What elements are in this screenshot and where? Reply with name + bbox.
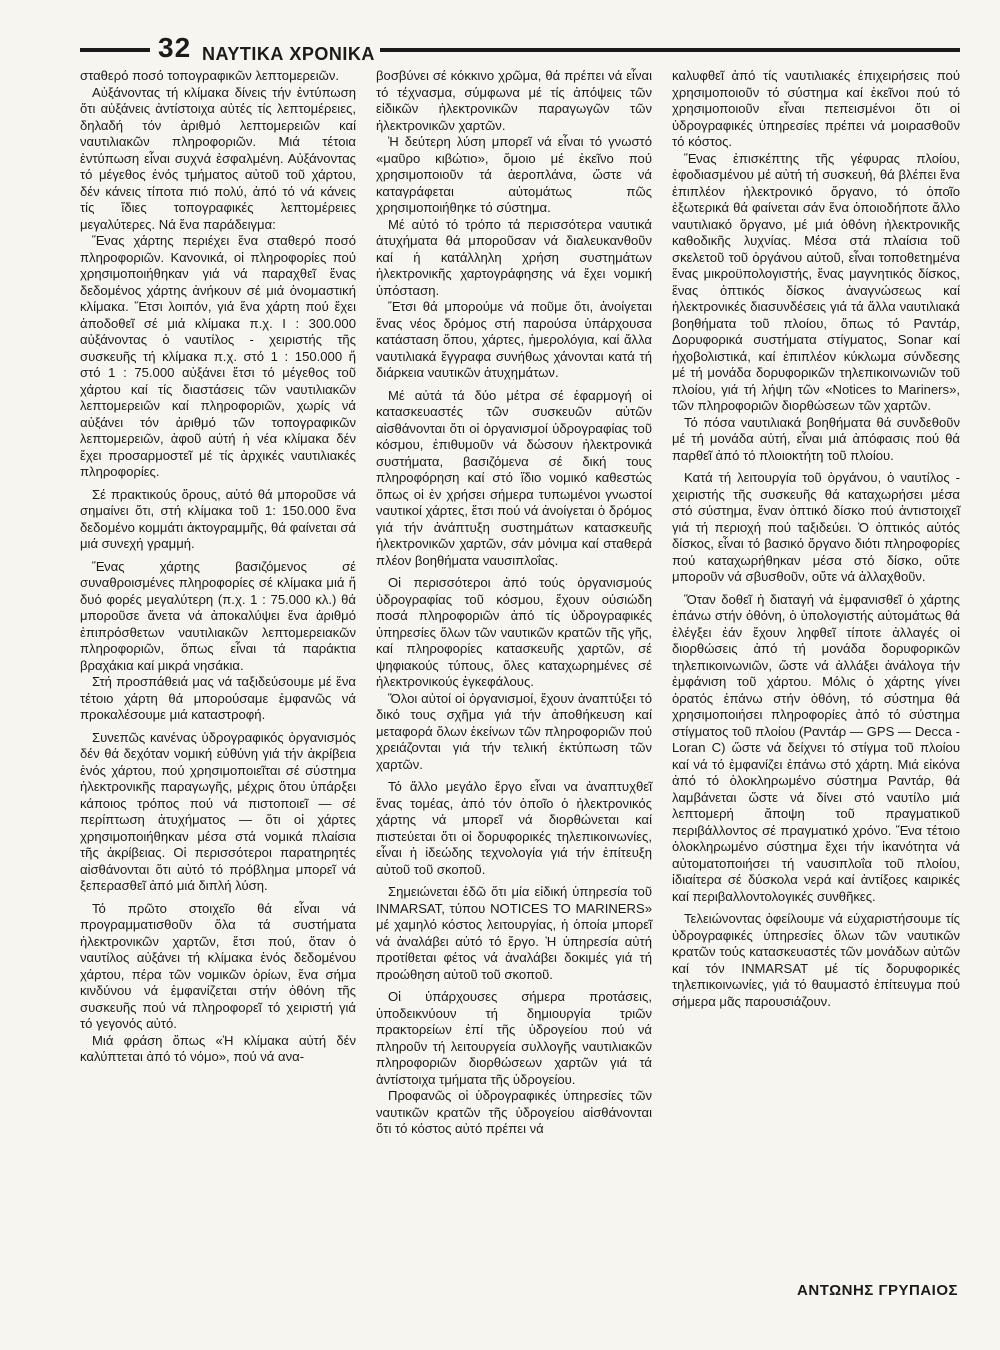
paragraph: σταθερό ποσό τοπογραφικῶν λεπτομερειῶν.	[80, 68, 340, 83]
paragraph: καλυφθεῖ ἀπό τίς ναυτιλιακές ἐπιχειρήσεις πού χρησιμοποιοῦν τό σύστημα καί ἐκεῖνοι πού τό χρησιμοποιοῦν εἶναι πεπεισμένοι ὅτι οἱ ὑδρογραφικές ὑπηρεσίες πρέπει νά μοιρασθοῦν τό κόστος.	[672, 68, 960, 149]
page-header	[80, 32, 960, 66]
paragraph: Τελειώνοντας ὀφείλουμε νά εὐχαριστήσουμε τίς ὑδρογραφικές ὑπηρεσίες ὅλων τῶν ναυτικῶν κρατῶν τούς κατασκευαστές τῶν μονάδων αὐτῶν καί τόν INMARSAT μέ τίς δορυφορικές τηλεπικοινωνίες, γιά τό θαυμαστό ἐπίτευγμα πού σήμερα μᾶς παρουσιάζουν.	[672, 911, 960, 1009]
paragraph: Συνεπῶς κανένας ὑδρογραφικός ὀργανισμός δέν θά δεχόταν νομική εὐθύνη γιά τήν ἀκρίβεια ἑνός χάρτου, πού χρησιμοποιεῖται σέ σύστημα ἠλεκτρονικῆς παραγωγῆς, μέχρις ὅτου ὑπάρξει κάποιος τρόπος πού νά πιστοποιεῖ — σέ περίπτωση ἀτυχήματος — ὅτι οἱ χάρτες χρησιμοποιήθηκαν μέσα στά νομικά πλαίσια τῆς ἀκρίβειας. Οἱ περισσότεροι παρατηρητές αἰσθάνονται ὅτι αὐτό τό πρόβλημα μπορεῖ νά ξεπερασθεῖ ἀπό μιά διπλή λύση.	[80, 729, 356, 893]
header-rule-right	[380, 48, 960, 52]
paragraph: βοσβύνει σέ κόκκινο χρῶμα, θά πρέπει νά εἶναι τό τέχνασμα, σύμφωνα μέ τίς ἀπόψεις τῶν εἰδικῶν ἠλεκτρονικῶν παραγωγῶν τῶν ἠλεκτρονικῶν χαρτῶν.	[376, 68, 652, 133]
magazine-title: ΝΑΥΤΙΚΑ ΧΡΟΝΙΚΑ	[202, 44, 375, 64]
paragraph: Σημειώνεται ἐδῶ ὅτι μία εἰδική ὑπηρεσία τοῦ INMARSAT, τύπου NOTICES TO MARINERS» μέ χαμηλό κόστος λειτουργίας, ἡ ὁποία μπορεῖ νά ἀναλάβει αὐτό τό ἔργο. Ἡ ὑπηρεσία αὐτή προτίθεται φέτος νά ἀναλάβει δοκιμές γιά τή προώθηση αὐτοῦ τοῦ σκοποῦ.	[376, 884, 652, 982]
paragraph: Ἕνας ἐπισκέπτης τῆς γέφυρας πλοίου, ἐφοδιασμένου μέ αὐτή τή συσκευή, θά βλέπει ἕνα ἐπιπλέον ἠλεκτρονικό ὄργανο, τό ὁποῖο ἐξωτερικά θά φαίνεται σάν ἕνα ὁποιοδήποτε ἄλλο ναυτιλιακό ὄργανο, μέ μιά ὀθόνη ἠλεκτρονικῆς καθοδικῆς λυχνίας. Μέσα στά πλαίσια τοῦ σκελετοῦ τοῦ ὀργάνου αὐτοῦ, εἶναι τοποθετημένα ἕνας μικροϋπολογιστής, ἕνας μαγνητικός δίσκος, ἕνας ὀπτικός δίσκος ἀναγνώσεως καί ἠλεκτρονικές διασυνδέσεις γιά τά ἄλλα ναυτιλιακά βοηθήματα τοῦ πλοίου, ὅπως τό Ραντάρ, Δορυφορικά συστήματα στίγματος, Sonar καί ἠχοβολιστικά, καί ἐπιπλέον κύκλωμα σύνδεσης μέ τή μονάδα δορυφορικῶν τηλεπικοινωνιῶν τοῦ πλοίου, γιά τή λήψη τῶν «Notices to Mariners», τῶν πληροφοριῶν διορθώσεων τῶν χαρτῶν.	[672, 150, 960, 413]
paragraph: Μέ αὐτό τό τρόπο τά περισσότερα ναυτικά ἀτυχήματα θά μποροῦσαν νά διαλευκανθοῦν καί ἡ κατάλληλη χρήση συστημάτων ἠλεκτρονικῆς χαρτογράφησης νά ἔχει νομική ὑπόσταση.	[376, 216, 652, 298]
paragraph: Οἱ περισσότεροι ἀπό τούς ὀργανισμούς ὑδρογραφίας τοῦ κόσμου, ἔχουν οὐσιώδη ποσά πληροφοριῶν ἀπό τίς ὑδρογραφικές ὑπηρεσίες ὅλων τῶν ναυτικῶν κρατῶν τῆς γῆς, καί πληροφορίες κατασκευῆς χαρτῶν, σέ ψηφιακούς τύπους, ὅλες καταχωρημένες σέ ἠλεκτρονικούς ἐγκεφάλους.	[376, 575, 652, 689]
paragraph: Ὅταν δοθεῖ ἡ διαταγή νά ἐμφανισθεῖ ὁ χάρτης ἐπάνω στήν ὀθόνη, ὁ ὑπολογιστής αὐτομάτως θά ἐλέγξει ἐάν ἔχουν ληφθεῖ τίποτε ἀλλαγές οἱ διορθώσεις ἀπό τή μονάδα δορυφορικῶν τηλεπικοινωνιῶν, ὥστε νά ἀλλάξει ἀνάλογα τήν ἐμφάνιση τοῦ χάρτου. Μόλις ὁ χάρτης γίνει ὁρατός ἐπάνω στήν ὀθόνη, τό σύστημα θά χρησιμοποιήσει πληροφορίες ἀπό τό σύστημα στίγματος τοῦ πλοίου (Ραντάρ — GPS — Decca - Loran C) ὥστε νά δείχνει τό στίγμα τοῦ πλοίου καί νά τό ἐμφανίζει ἐπάνω στό χάρτη. Μιά εἰκόνα ἀπό τό ὁλοκληρωμένο σύστημα Ραντάρ, θά λαμβάνεται ὥστε νά δίνει στό ναυτίλο μιά λεπτομερή ἄποψη τοῦ πραγματικοῦ περιβάλλοντος σέ πραγματικό χρόνο. Ἕνα τέτοιο ὁλοκληρωμένο σύστημα ἔχει τήν ἱκανότητα νά αὐτοματοποιήσει τή ναυσιπλοΐα τοῦ πλοίου, ἰδιαίτερα σέ δύσκολα νερά καί ἀντίξοες καιρικές καί περιβαλλοντολογικές συνθῆκες.	[672, 591, 960, 904]
paragraph: Στή προσπάθειά μας νά ταξιδεύσουμε μέ ἕνα τέτοιο χάρτη θά μπορούσαμε ἐμφανῶς νά προκαλέσουμε μιά καταστροφή.	[80, 674, 356, 722]
paragraph: Ὅλοι αὐτοί οἱ ὀργανισμοί, ἔχουν ἀναπτύξει τό δικό τους σχῆμα γιά τήν ἀποθήκευση καί μεταφορά ὅλων ἐκείνων τῶν πληροφοριῶν πού χρειάζονται γιά τήν τελική ἐκτύπωση τῶν χαρτῶν.	[376, 690, 652, 772]
page-number: 32	[158, 32, 192, 63]
text-column-2	[376, 68, 652, 1138]
author-signature: ΑΝΤΩΝΗΣ ΓΡΥΠΑΙΟΣ	[797, 1282, 958, 1299]
header-rule-left	[80, 48, 150, 52]
paragraph: Τό πόσα ναυτιλιακά βοηθήματα θά συνδεθοῦν μέ τή μονάδα αὐτή, εἶναι μιά ἀπόφασις πού θά παρθεῖ ἀπό τό πλοιοκτήτη τοῦ πλοίου.	[672, 414, 960, 463]
paragraph: Ἔτσι θά μπορούμε νά ποῦμε ὅτι, ἀνοίγεται ἕνας νέος δρόμος στή παρούσα ὑπάρχουσα κατάσταση ὅπου, χάρτες, ἡμερολόγια, καί ἄλλα ναυτιλιακά ἔγγραφα συνήθως χάνονται κατά τή διάρκεια ναυτικῶν ἀτυχημάτων.	[376, 299, 652, 380]
paragraph: Μέ αὐτά τά δύο μέτρα σέ ἐφαρμογή οἱ κατασκευαστές τῶν συσκευῶν αὐτῶν αἰσθάνονται ὅτι οἱ ὀργανισμοί ὑδρογραφίας τοῦ κόσμου, ἐπιθυμοῦν νά δώσουν ἠλεκτρονικά συστήματα, βασιζόμενα σέ δική τους πληροφόρηση καί στό ἴδιο νομικό καθεστώς ὅπως οἱ ἐν χρήσει σήμερα τυπωμένοι γνωστοί ναυτικοί χάρτες, ἔτσι πού νά ἀνοίγεται ὁ δρόμος γιά τήν ἀνάπτυξη συστημάτων κατασκευῆς ἠλεκτρονικῶν χαρτῶν, σάν μόνιμα καί σταθερά πλέον βοηθήματα ναυσιπλοΐας.	[376, 387, 652, 568]
text-column-3	[672, 68, 960, 1010]
paragraph: Σέ πρακτικούς ὅρους, αὐτό θά μποροῦσε νά σημαίνει ὅτι, στή κλίμακα τοῦ 1: 150.000 ἕνα δεδομένο κομμάτι ἀκτογραμμῆς, θά φαίνεται σά μιά συνεχή γραμμή.	[80, 486, 356, 551]
paragraph: Μιά φράση ὅπως «Ἡ κλίμακα αὐτή δέν καλύπτεται ἀπό τό νόμο», πού νά ανα-	[80, 1032, 356, 1064]
paragraph: Ἕνας χάρτης περιέχει ἕνα σταθερό ποσό πληροφοριῶν. Κανονικά, οἱ πληροφορίες πού χρησιμοποιήθηκαν γιά νά παραχθεῖ ἕνας δεδομένος χάρτης ἀνήκουν σέ μιά ὀνομαστική κλίμακα. Ἔτσι λοιπόν, γιά ἕνα χάρτη πού ἔχει ἀποδοθεῖ σέ μιά κλίμακα π.χ. Ι : 300.000 αὐξάνοντας ὁ ναυτίλος - χειριστής τῆς συσκευῆς τή κλίμακα π.χ. στό 1 : 150.000 ἤ στό 1 : 75.000 αὐξάνει ἔτσι τό μέγεθος τοῦ χάρτου καί τίς διαστάσεις τῶν ναυτιλιακῶν λεπτομερειῶν καί πληροφοριῶν, χωρίς νά αὐξάνει τόν ἀριθμό τῶν τοπογραφικῶν λεπτομερειῶν, ἀφοῦ αὐτή ἡ νέα κλίμακα δέν ἔχει προσαρμοστεῖ μέ τίς ἀρχικές ναυτιλιακές πληροφορίες.	[80, 233, 356, 479]
paragraph: Αὐξάνοντας τή κλίμακα δίνεις τήν ἐντύπωση ὅτι αὐξάνεις ἀντίστοιχα αὐτές τίς λεπτομέρειες, δηλαδή τόν ἀριθμό λεπτομερειῶν καί ναυτιλιακῶν πληροφοριῶν. Μιά τέτοια ἐντύπωση εἶναι συχνά ἐσφαλμένη. Αὐξάνοντας τό μέγεθος ἑνός τμήματος αὐτοῦ τοῦ χάρτου, δέν κάνεις τίποτα πιό πολύ, ἀπό τό νά κάνεις τίς ἴδιες τοπογραφικές λεπτομέρειες μεγαλύτερες. Νά ἕνα παράδειγμα:	[80, 84, 356, 232]
paragraph: Τό πρῶτο στοιχεῖο θά εἶναι νά προγραμματισθοῦν ὅλα τά συστήματα ἠλεκτρονικῶν χαρτῶν, ἔτσι πού, ὅταν ὁ ναυτίλος αὐξάνει τή κλίμακα ἑνός δεδομένου χάρτου, πέρα τῶν νομικῶν ὁρίων, ἕνα σήμα κινδύνου νά ἐμφανίζεται στήν ὀθόνη τῆς συσκευῆς πού νά πληροφορεῖ τό χειριστή γιά τό γεγονός αὐτό.	[80, 900, 356, 1031]
paragraph: Κατά τή λειτουργία τοῦ ὀργάνου, ὁ ναυτίλος - χειριστής τῆς συσκευῆς θά καταχωρήσει μέσα στό σύστημα, ἕναν ὀπτικό δίσκο πού ἀντιστοιχεῖ γιά τή περιοχή πού ταξιδεύει. Ὁ ὀπτικός αὐτός δίσκος, εἶναι τό βασικό ὄργανο διότι πληροφορίες πού καταχωρήθηκαν μέσα στό δίσκο, οὔτε μποροῦν νά σβυσθοῦν, οὔτε νά ἀλλαχθοῦν.	[672, 470, 960, 584]
text-column-1	[80, 68, 356, 1066]
paragraph: Ἕνας χάρτης βασιζόμενος σέ συναθροισμένες πληροφορίες σέ κλίμακα μιά ἤ δυό φορές μεγαλύτερη (π.χ. 1 : 75.000 κλ.) θά μποροῦσε ἄνετα νά ἀποκαλύψει ἕνα ἀριθμό ἐπιπρόσθετων ναυτιλιακῶν λεπτομερειακῶν πληροφοριῶν, ὅπως εἶναι τά παράκτια βραχάκια καί μικρά νησάκια.	[80, 558, 356, 673]
paragraph: Οἱ ὑπάρχουσες σήμερα προτάσεις, ὑποδεικνύουν τή δημιουργία τριῶν πρακτορείων ἐπί τῆς ὑδρογείου πού νά πληροῦν τή λειτουργεία συλλογῆς ναυτιλιακῶν πληροφοριῶν διορθώσεων χαρτῶν γιά τά ἀντίστοιχα τμήματα τῆς ὑδρογείου.	[376, 989, 652, 1087]
paragraph: Τό ἄλλο μεγάλο ἔργο εἶναι να ἀναπτυχθεῖ ἕνας τομέας, ἀπό τόν ὁποῖο ὁ ἠλεκτρονικός χάρτης νά μπορεῖ νά διορθώνεται καί πιστεύεται ὅτι οἱ δορυφορικές τηλεπικοινωνίες, εἶναι ἡ ἰδεώδης τεχνολογία γιά τήν ἐπίτευξη αὐτοῦ τοῦ σκοποῦ.	[376, 779, 652, 877]
paragraph: Ἡ δεύτερη λύση μπορεῖ νά εἶναι τό γνωστό «μαῦρο κιβώτιο», ὅμοιο μέ ἐκεῖνο πού χρησιμοποιοῦν τά ἀεροπλάνα, ὥστε νά καταγράφεται αὐτομάτως πῶς χρησιμοποιήθηκε τό σύστημα.	[376, 134, 652, 215]
paragraph: Προφανῶς οἱ ὑδρογραφικές ὑπηρεσίες τῶν ναυτικῶν κρατῶν τῆς ὑδρογείου αἰσθάνονται ὅτι τό κόστος αὐτό πρέπει νά	[376, 1088, 652, 1136]
